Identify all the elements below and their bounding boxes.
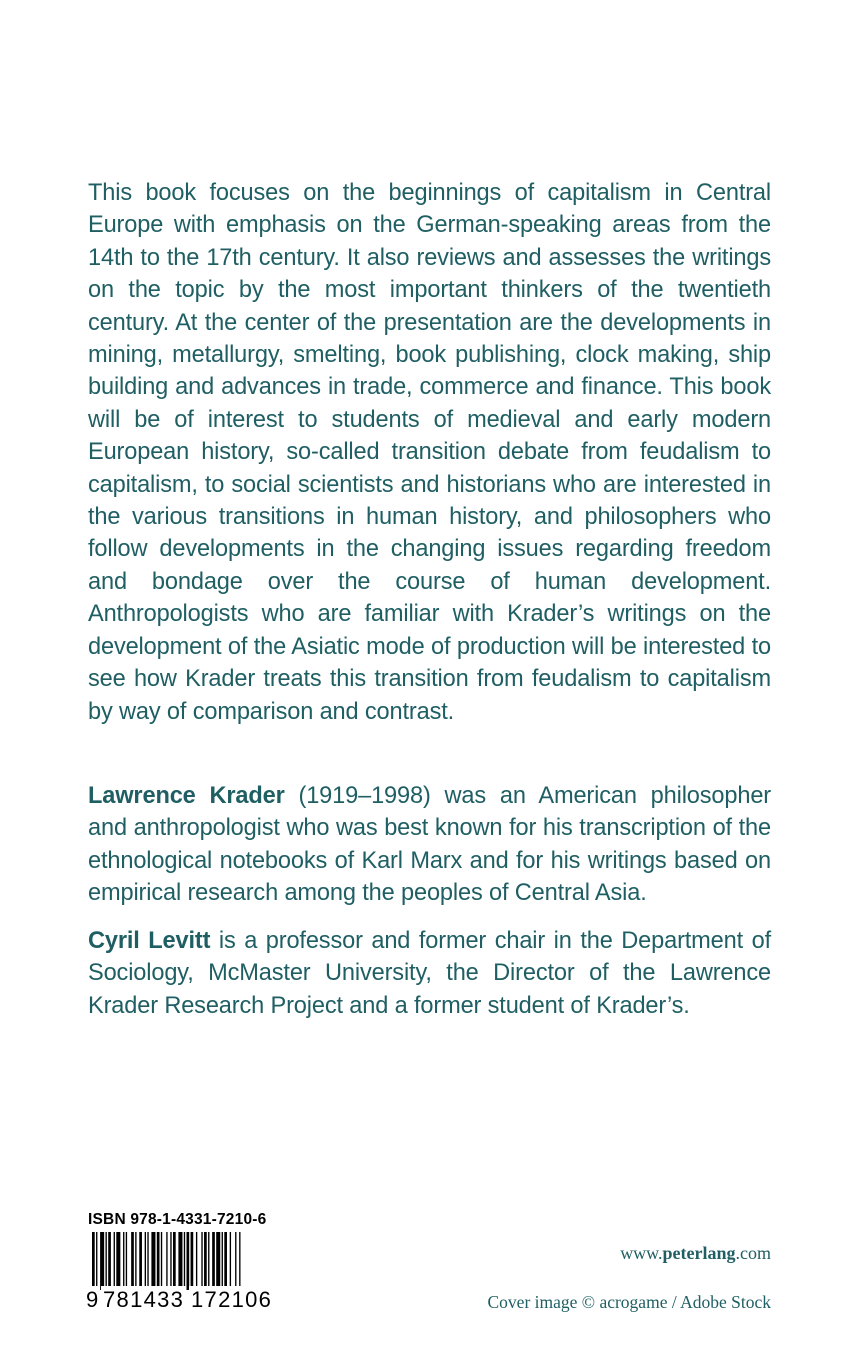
barcode-bar: [224, 1232, 227, 1290]
author-bio-text-levitt: is a professor and former chair in the Department of Sociology, McMaster University, the Director of the Lawrence Krader Research Project and a former student of Krader’s.: [88, 928, 771, 1019]
barcode-bar: [131, 1232, 134, 1290]
barcode-bar: [201, 1232, 202, 1290]
barcode-bar: [230, 1232, 231, 1290]
url-prefix: www.: [620, 1243, 663, 1263]
barcode-bar: [235, 1232, 236, 1290]
barcode-bar: [222, 1232, 223, 1290]
barcode-bar: [187, 1232, 190, 1290]
barcode-bar: [106, 1232, 107, 1290]
barcode-bar: [184, 1232, 185, 1290]
author-bio-krader: [88, 780, 771, 910]
barcode-bar: [157, 1232, 160, 1290]
barcode-bar: [161, 1232, 162, 1290]
barcode-bar: [208, 1232, 209, 1290]
author-bio-text-krader: (1919–1998) was an American philosopher and anthropologist who was best known for his transcription of the ethnological notebooks of Karl Marx and for his writings based on empirical research among the peoples of Central Asia.: [88, 783, 771, 907]
author-name-levitt: Cyril Levitt: [88, 928, 211, 954]
barcode-bar: [191, 1232, 194, 1290]
barcode-bar: [135, 1232, 136, 1290]
barcode-bar: [151, 1232, 155, 1290]
barcode-bar: [212, 1232, 215, 1290]
barcode-digit-first: 9: [86, 1287, 99, 1312]
barcode-bar: [216, 1232, 220, 1290]
barcode-bar: [196, 1232, 197, 1290]
barcode-bar: [139, 1232, 142, 1290]
barcode-bar: [173, 1232, 176, 1290]
author-name-krader: Lawrence Krader: [88, 783, 285, 809]
author-bio-levitt: [88, 925, 771, 1022]
barcode-digits-right: 172106: [191, 1287, 273, 1312]
barcode-bar: [108, 1232, 111, 1290]
barcode-bar: [116, 1232, 120, 1290]
url-suffix: .com: [735, 1243, 771, 1263]
cover-image-credit: Cover image © acrogame / Adobe Stock: [487, 1292, 771, 1312]
barcode-bar: [126, 1232, 127, 1290]
barcode-bar: [147, 1232, 148, 1290]
url-name: peterlang: [662, 1243, 736, 1263]
barcode-bar: [145, 1232, 146, 1290]
book-description: This book focuses on the beginnings of capitalism in Central Europe with emphasis on the German-speaking areas from the 14th to the 17th century. It also reviews and assesses the writings on the topic by the most important thinkers of the twentieth century. At the center of the presentation are the developments in mining, metallurgy, smelting, book publishing, clock making, ship building and advances in trade, commerce and finance. This book will be of interest to students of medieval and early modern European history, so-called transition debate from feudalism to capitalism, to social scientists and historians who are interested in the various transitions in human history, and philosophers who follow developments in the changing issues regarding freedom and bondage over the course of human development. Anthropologists who are familiar with Krader’s writings on the development of the Asiatic mode of production will be interested to see how Krader treats this transition from feudalism to capitalism by way of comparison and contrast.: [88, 180, 771, 725]
publisher-url[interactable]: [620, 1243, 771, 1264]
barcode-bar: [178, 1232, 182, 1290]
barcode-bar: [204, 1232, 207, 1290]
barcode-bar: [114, 1232, 115, 1290]
barcode-bar: [123, 1232, 124, 1290]
isbn-label: ISBN 978-1-4331-7210-6: [88, 1211, 267, 1228]
barcode-bar: [100, 1232, 104, 1290]
barcode-digits: [84, 1286, 284, 1316]
barcode-digits-left: 781433: [103, 1287, 185, 1312]
